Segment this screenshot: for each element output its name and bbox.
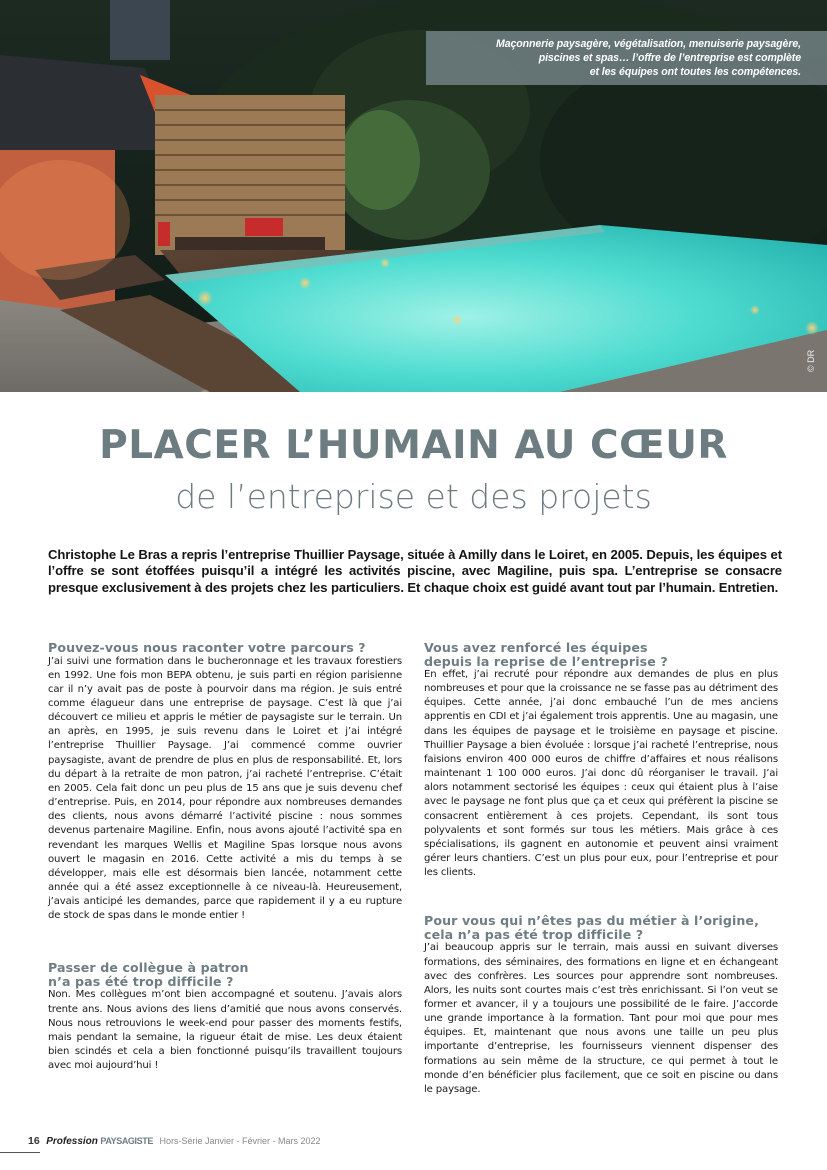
- magazine-name: Profession: [46, 1136, 98, 1147]
- interview-question: Vous avez renforcé les équipes depuis la reprise de l’entreprise ?: [424, 640, 668, 669]
- interview-question: Pouvez-vous nous raconter votre parcours ?: [48, 640, 366, 655]
- article-column-left: [48, 641, 402, 1073]
- hero-photo: [0, 0, 827, 392]
- article-subtitle: de l’entreprise et des projets: [175, 477, 652, 516]
- photo-caption: Maçonnerie paysagère, végétalisation, menuiserie paysagère, piscines et spas… l’offre de l’entreprise est complète et les équipes ont toutes les compétences.: [496, 38, 801, 78]
- interview-answer: En effet, j’ai recruté pour répondre aux demandes de plus en plus nombreuses et pour que la croissance ne se fasse pas au détriment des équipes. Cette année, j’ai donc embauché l’un de mes anciens apprentis en CDI et j’ai également trois apprentis. Une au magasin, une dans les équipes de paysage et le troisième en paysage et piscine. Thuillier Paysage a bien évoluée : lorsque j’ai racheté l’entreprise, nous faisions environ 400 000 euros de chiffre d’affaires et nous réalisons maintenant 1 100 000 euros. J’ai donc dû réorganiser le travail. J’ai alors notamment sectorisé les équipes : ceux qui étaient plus à l’aise avec le paysage ne font plus que ça et ceux qui préfèrent la piscine se consacrent entièrement à ces projets. Cependant, ils sont tous polyvalents et sont formés sur tous les métiers. Mais grâce à ces spécialisations, ils gagnent en autonomie et peuvent ainsi vraiment gérer leurs chantiers. C’est un plus pour eux, pour l’entreprise et pour les clients.: [424, 669, 778, 879]
- interview-section: [424, 914, 778, 1097]
- photo-credit: © DR: [806, 349, 816, 372]
- interview-section: [48, 961, 402, 1073]
- interview-question: Pour vous qui n’êtes pas du métier à l’origine, cela n’a pas été trop difficile ?: [424, 913, 759, 942]
- article-lead: Christophe Le Bras a repris l’entreprise Thuillier Paysage, située à Amilly dans le Loiret, en 2005. Depuis, les équipes et l’offre se sont étoffées puisqu’il a intégré les activités piscine, avec Magiline, puis spa. L’entreprise se consacre presque exclusivement à des projets chez les particuliers. Et chaque choix est guidé avant tout par l’humain. Entretien.: [48, 547, 782, 595]
- photo-caption-box: [426, 31, 827, 85]
- interview-answer: J’ai beaucoup appris sur le terrain, mais aussi en suivant diverses formations, des séminaires, des formations en ligne et en échangeant avec des confrères. Les sources pour apprendre sont nombreuses. Alors, les nuits sont courtes mais c’est très enrichissant. Si l’on veut se former et avancer, il y a toujours une possibilité de le faire. J’accorde une grande importance à la formation. Tant pour moi que pour mes équipes. Et, maintenant que nous avons une taille un peu plus importante d’entreprise, les fournisseurs viennent dispenser des formations au sein même de la structure, ce qui permet à tout le monde d’en bénéficier plus facilement, que ce soit en piscine ou dans le paysage.: [424, 942, 778, 1095]
- article-title: PLACER L’HUMAIN AU CŒUR: [99, 423, 728, 468]
- interview-section: [424, 641, 778, 880]
- page-footer: [28, 1135, 321, 1147]
- interview-answer: J’ai suivi une formation dans le bucheronnage et les travaux forestiers en 1992. Une fois mon BEPA obtenu, je suis parti en région parisienne car il n’y avait pas de poste à pourvoir dans ma région. Je suis entré comme élagueur dans une entreprise de paysage. C’est là que j’ai découvert ce milieu et appris le métier de paysagiste sur le terrain. Un an après, en 1995, je suis revenu dans le Loiret et j’ai intégré l’entreprise Thuillier Paysage. J’ai commencé comme ouvrier paysagiste, avant de prendre de plus en plus de responsabilité. Et, lors du départ à la retraite de mon patron, j’ai racheté l’entreprise. C’était en 2005. Cela fait donc un peu plus de 15 ans que je suis devenu chef d’entreprise. Puis, en 2014, pour répondre aux nombreuses demandes des clients, nous avons démarré l’activité piscine : nous sommes devenus partenaire Magiline. Enfin, nous avons ajouté l’activité spa en revendant les marques Wellis et Magiline Spas lorsque nous avons ouvert le magasin en 2016. Cette activité a mis du temps à se développer, mais elle est désormais bien lancée, notamment cette année qui a été assez exceptionnelle à ce niveau-là. Heureusement, j’avais anticipé les demandes, parce que rapidement il y a eu rupture de stock de spas dans le monde entier !: [48, 655, 402, 922]
- interview-section: [48, 641, 402, 923]
- page-number: 16: [28, 1135, 40, 1147]
- interview-question: Passer de collègue à patron n’a pas été trop difficile ?: [48, 960, 249, 989]
- article-column-right: [424, 641, 778, 1097]
- magazine-name-suffix: PAYSAGISTE: [100, 1136, 153, 1146]
- interview-answer: Non. Mes collègues m’ont bien accompagné et soutenu. J’avais alors trente ans. Nous avions des liens d’amitié que nous avons conservés. Nous nous retrouvions le week-end pour passer des moments festifs, mais pendant la semaine, la rigueur était de mise. Les deux étaient bien scindés et cela a bien fonctionné puisqu’ils travaillent toujours avec moi aujourd’hui !: [48, 989, 402, 1072]
- issue-info: Hors-Série Janvier - Février - Mars 2022: [159, 1136, 321, 1146]
- footer-rule: [0, 1152, 40, 1153]
